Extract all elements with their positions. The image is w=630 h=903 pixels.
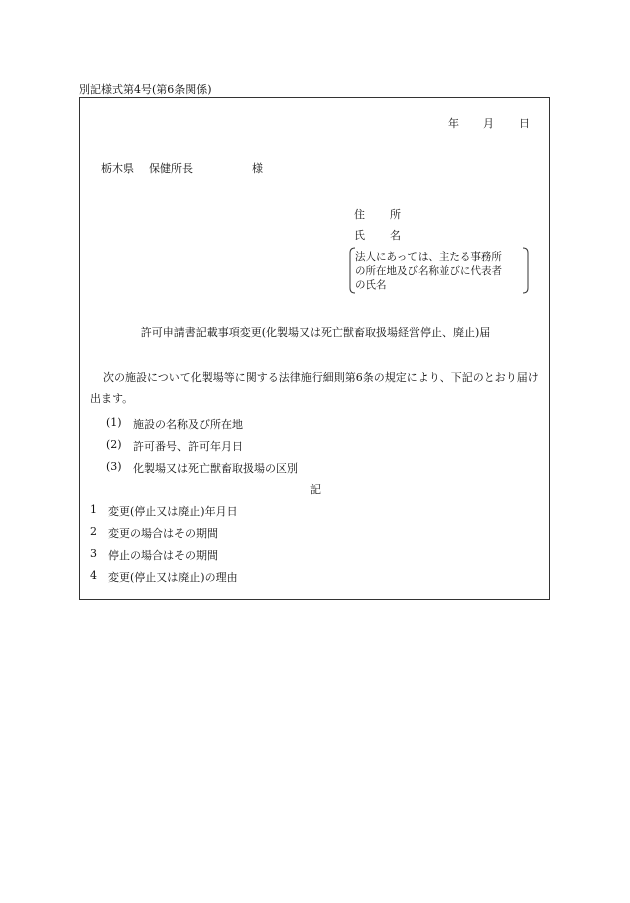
corporate-note xyxy=(349,247,529,294)
addressee-office: 保健所長 xyxy=(149,162,193,175)
record-item-text: 変更(停止又は廃止)年月日 xyxy=(108,505,238,518)
record-item-num: 1 xyxy=(90,503,97,516)
record-item-text: 停止の場合はその期間 xyxy=(108,549,218,562)
record-item-num: 4 xyxy=(90,569,97,582)
form-title: 許可申請書記載事項変更(化製場又は死亡獣畜取扱場経営停止、廃止)届 xyxy=(140,326,491,339)
facility-item-num: (1) xyxy=(106,416,122,429)
date-day: 日 xyxy=(519,117,530,130)
form-frame xyxy=(79,97,550,600)
addressee-prefecture: 栃木県 xyxy=(101,162,134,175)
record-item-num: 2 xyxy=(90,525,97,538)
date-year: 年 xyxy=(448,117,459,130)
note-line-2: の所在地及び名称並びに代表者 xyxy=(355,265,502,277)
facility-item-num: (2) xyxy=(106,438,122,451)
record-item-text: 変更の場合はその期間 xyxy=(108,527,218,540)
name-label-2: 名 xyxy=(390,229,401,242)
facility-item-text: 許可番号、許可年月日 xyxy=(133,440,243,453)
note-line-3: の氏名 xyxy=(355,279,387,291)
facility-item-text: 化製場又は死亡獣畜取扱場の区別 xyxy=(133,462,298,475)
address-label-1: 住 xyxy=(354,208,365,221)
body-text: 次の施設について化製場等に関する法律施行細則第6条の規定により、下記のとおり届け出ます。 xyxy=(90,371,539,405)
date-month: 月 xyxy=(483,117,494,130)
name-label-1: 氏 xyxy=(354,229,365,242)
facility-item-num: (3) xyxy=(106,460,122,473)
addressee-honorific: 様 xyxy=(252,162,263,175)
record-item-text: 変更(停止又は廃止)の理由 xyxy=(108,571,238,584)
form-label: 別記様式第4号(第6条関係) xyxy=(79,83,212,96)
facility-item-text: 施設の名称及び所在地 xyxy=(133,418,243,431)
record-item-num: 3 xyxy=(90,547,97,560)
note-line-1: 法人にあっては、主たる事務所 xyxy=(355,251,502,263)
ki-heading: 記 xyxy=(310,483,321,496)
address-label-2: 所 xyxy=(390,208,401,221)
